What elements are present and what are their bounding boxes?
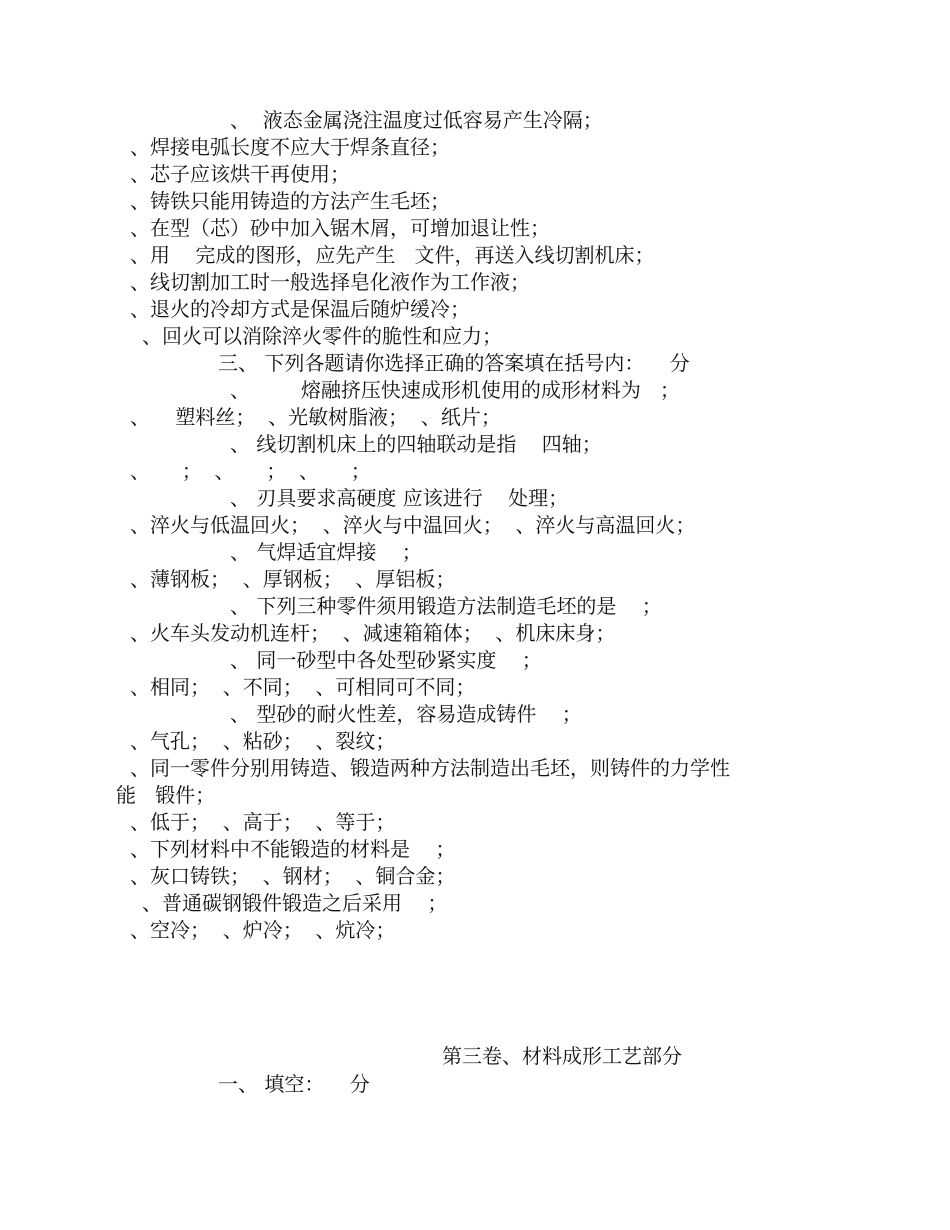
text-line: 、线切割加工时一般选择皂化液作为工作液；: [130, 270, 530, 294]
question-line: 、下列材料中不能锻造的材料是 ；: [130, 837, 456, 861]
volume-title: 第三卷、材料成形工艺部分: [442, 1044, 682, 1068]
text-line: 、芯子应该烘干再使用；: [130, 162, 350, 186]
options-line: 、低于； 、高于； 、等于；: [130, 810, 396, 834]
text-line: 、在型（芯）砂中加入锯木屑，可增加退让性；: [130, 216, 550, 240]
question-line: 、 气焊适宜焊接 ；: [230, 540, 422, 564]
text-line: 、回火可以消除淬火零件的脆性和应力；: [142, 324, 502, 348]
options-line: 、淬火与低温回火； 、淬火与中温回火； 、淬火与高温回火；: [130, 513, 696, 537]
question-line: 、 下列三种零件须用锻造方法制造毛坯的是 ；: [230, 594, 662, 618]
question-line: 、普通碳钢锻件锻造之后采用 ；: [142, 891, 448, 915]
text-line: 、用 完成的图形，应先产生 文件，再送入线切割机床；: [130, 243, 655, 267]
question-line: 、 线切割机床上的四轴联动是指 四轴；: [230, 432, 602, 456]
options-line: 、相同； 、不同； 、可相同可不同；: [130, 675, 476, 699]
options-line: 、火车头发动机连杆； 、减速箱箱体； 、机床床身；: [130, 621, 616, 645]
text-line: 、铸铁只能用铸造的方法产生毛坯；: [130, 189, 450, 213]
options-line: 、 ； 、 ； 、 ；: [130, 459, 371, 483]
question-line-continued: 能 锻件；: [116, 783, 216, 807]
question-line: 、 同一砂型中各处型砂紧实度 ；: [230, 648, 542, 672]
question-line: 、 型砂的耐火性差，容易造成铸件 ；: [230, 702, 582, 726]
options-line: 、空冷； 、炉冷； 、炕冷；: [130, 918, 396, 942]
text-line: 、退火的冷却方式是保温后随炉缓冷；: [130, 297, 470, 321]
section-heading: 一、 填空： 分: [218, 1072, 370, 1096]
options-line: 、 塑料丝； 、光敏树脂液； 、纸片；: [130, 405, 501, 429]
section-heading: 三、 下列各题请你选择正确的答案填在括号内： 分: [218, 351, 690, 375]
options-line: 、灰口铸铁； 、钢材； 、铜合金；: [130, 864, 456, 888]
question-line: 、 刃具要求高硬度 应该进行 处理；: [230, 486, 569, 510]
question-line: 、 熔融挤压快速成形机使用的成形材料为 ；: [230, 378, 680, 402]
options-line: 、气孔； 、粘砂； 、裂纹；: [130, 729, 396, 753]
text-line: 、焊接电弧长度不应大于焊条直径；: [130, 135, 450, 159]
text-line: 、 液态金属浇注温度过低容易产生冷隔；: [230, 108, 603, 132]
options-line: 、薄钢板； 、厚钢板； 、厚铝板；: [130, 567, 456, 591]
question-line: 、同一零件分别用铸造、锻造两种方法制造出毛坯，则铸件的力学性: [130, 756, 730, 780]
